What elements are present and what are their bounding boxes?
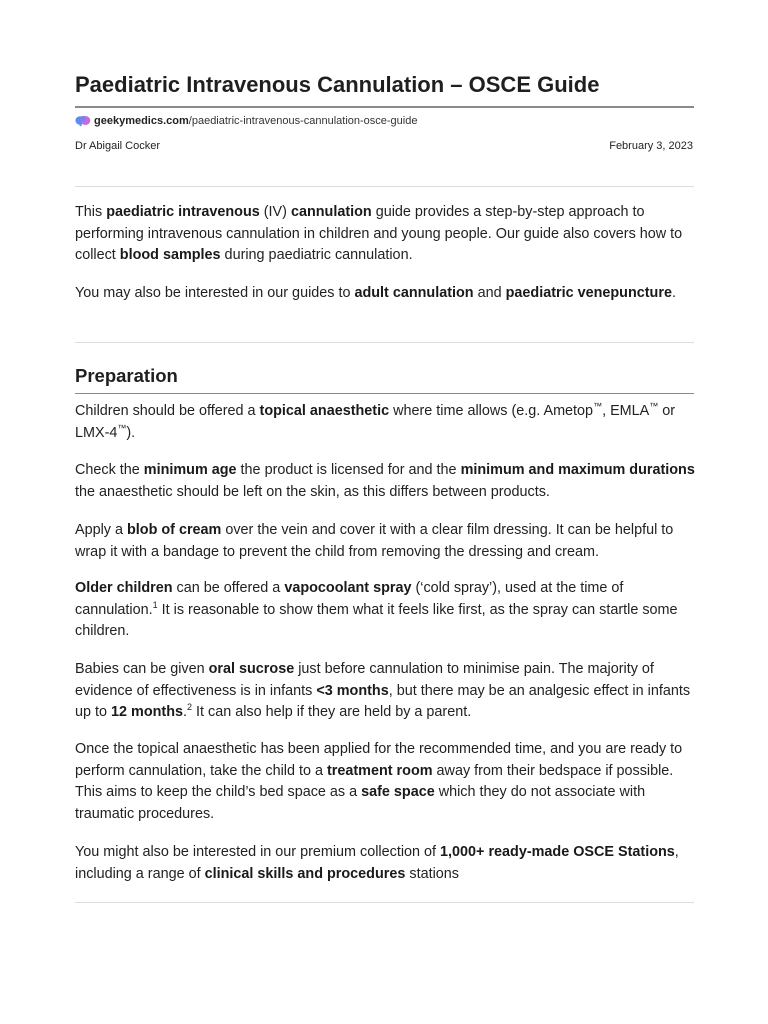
source-line [75,114,417,128]
source-domain-link[interactable]: geekymedics.com [94,115,189,127]
preparation-paragraph: Once the topical anaesthetic has been applied for the recommended time, and you are ready to perform cannulation, take the child to a treatment room away from their bedspace if possible. This aims to keep the child’s bed space as a safe space which they do not associate with traumatic procedures. [75,741,683,822]
divider [75,342,694,343]
osce-stations-link[interactable]: 1,000+ ready-made OSCE Stations [440,844,675,860]
preparation-paragraph: Apply a blob of cream over the vein and cover it with a clear film dressing. It can be helpful to wrap it with a bandage to prevent the child from removing the dressing and cream. [75,522,674,560]
related-guides-paragraph: You may also be interested in our guides to adult cannulation and paediatric venepuncture. [75,285,676,301]
author-name: Dr Abigail Cocker [75,140,160,152]
footnote-ref[interactable]: 1 [152,599,158,610]
paediatric-venepuncture-link[interactable]: paediatric venepuncture [505,285,672,301]
page-title: Paediatric Intravenous Cannulation – OSCE Guide [75,72,600,97]
clinical-skills-link[interactable]: clinical skills and procedures [204,865,406,882]
premium-promo-paragraph: You might also be interested in our premium collection of 1,000+ ready-made OSCE Stations, including a range of clinical skills and procedures stations [75,844,679,882]
preparation-paragraph: Older children can be offered a vapocoolant spray (‘cold spray’), used at the time of cannulation.$^1$ It is reasonable to show them what it feels like first, as the spray can startle some children. [75,580,678,639]
title-divider [75,106,694,108]
section-heading-preparation: Preparation [75,365,178,386]
footnote-ref[interactable]: 2 [186,702,192,712]
divider [75,186,694,187]
publish-date: February 3, 2023 [609,140,693,152]
preparation-paragraph: Children should be offered a topical anaesthetic where time allows (e.g. Ametop™, EMLA™ or LMX-4™). [75,401,676,441]
section-divider [75,393,694,394]
preparation-paragraph: Babies can be given oral sucrose just before cannulation to minimise pain. The majority of evidence of effectiveness is in infants <3 months, but there may be an analgesic effect in infants up to 12 months.$^2$ It can also help if they are held by a parent. [75,661,691,720]
preparation-paragraph: Check the minimum age the product is licensed for and the minimum and maximum durations the anaesthetic should be left on the skin, as this differs between products. [75,462,695,500]
source-path: /paediatric-intravenous-cannulation-osce-guide [188,115,418,127]
intro-paragraph: This paediatric intravenous (IV) cannulation guide provides a step-by-step approach to performing intravenous cannulation in children and young people. Our guide also covers how to collect blood samples during paediatric cannulation. [75,204,683,263]
brain-logo-icon [75,115,91,127]
adult-cannulation-link[interactable]: adult cannulation [354,285,474,301]
divider [75,902,694,903]
